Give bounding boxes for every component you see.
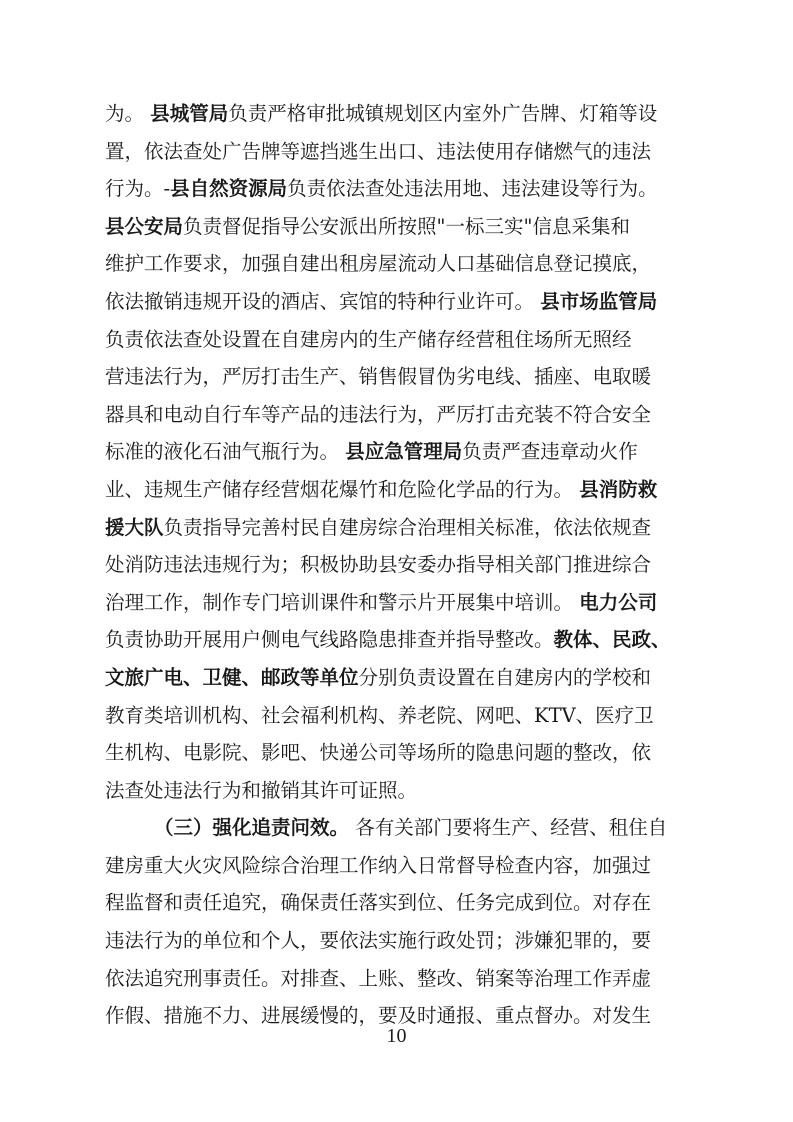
page-number: 10 bbox=[386, 1025, 407, 1047]
text-run: 器具和电动自行车等产品的违法行为，严厉打击充装不符合安全 bbox=[105, 402, 652, 426]
bold-text-run: 电力公司 bbox=[579, 590, 658, 614]
text-line bbox=[105, 170, 688, 208]
text-run: 业、违规生产储存经营烟花爆竹和危险化学品的行为。 bbox=[105, 477, 580, 501]
text-run: 行为。- bbox=[105, 177, 171, 201]
text-line bbox=[105, 922, 688, 960]
text-line bbox=[105, 847, 688, 885]
text-run: 法查处违法行为和撤销其许可证照。 bbox=[105, 778, 418, 802]
text-run: 负责依法查处设置在自建房内的生产储存经营租住场所无照经 bbox=[105, 327, 632, 351]
text-line bbox=[105, 621, 688, 659]
text-line bbox=[105, 659, 688, 697]
text-line bbox=[105, 772, 688, 810]
text-run: 为。 bbox=[105, 102, 151, 125]
text-run: 负责协助开展用户侧电气线路隐患排查并指导整改。 bbox=[105, 628, 554, 652]
text-run: 违法行为的单位和个人，要依法实施行政处罚；涉嫌犯罪的，要 bbox=[105, 929, 652, 953]
text-line bbox=[105, 884, 688, 922]
text-run: 负责指导完善村民自建房综合治理相关标准，依法依规查 bbox=[163, 515, 652, 539]
text-run: 处消防违法违规行为；积极协助县安委办指导相关部门推进综合 bbox=[105, 553, 652, 577]
bold-text-run: （三）强化追责问效。 bbox=[154, 816, 350, 840]
text-run: 治理工作，制作专门培训课件和警示片开展集中培训。 bbox=[105, 590, 580, 614]
text-run: 标准的液化石油气瓶行为。 bbox=[105, 440, 346, 464]
bold-text-run: 县应急管理局 bbox=[345, 440, 463, 464]
text-run: 维护工作要求，加强自建出租房屋流动人口基础信息登记摸底， bbox=[105, 252, 652, 276]
text-line bbox=[105, 697, 688, 735]
text-run: 分别负责设置在自建房内的学校和 bbox=[358, 665, 652, 689]
text-run: 负责依法查处违法用地、违法建设等行为。 bbox=[287, 177, 658, 201]
text-run: 负责严格审批城镇规划区内室外广告牌、灯箱等设 bbox=[228, 102, 658, 125]
text-line bbox=[105, 734, 688, 772]
text-line bbox=[105, 95, 688, 133]
text-run: 依法撤销违规开设的酒店、宾馆的特种行业许可。 bbox=[105, 289, 541, 313]
text-run: 建房重大火灾风险综合治理工作纳入日常督导检查内容，加强过 bbox=[105, 853, 652, 877]
text-run: 营违法行为，严厉打击生产、销售假冒伪劣电线、插座、电取暖 bbox=[105, 365, 652, 389]
bold-text-run: 县自然资源局 bbox=[170, 177, 288, 201]
text-line bbox=[105, 471, 688, 509]
bold-text-run: 文旅广电、卫健、邮政等单位 bbox=[105, 665, 359, 689]
bold-text-run: 县消防救 bbox=[579, 477, 658, 501]
text-line bbox=[105, 245, 688, 283]
text-run: 程监督和责任追究，确保责任落实到位、任务完成到位。对存在 bbox=[105, 891, 652, 915]
text-line bbox=[105, 358, 688, 396]
text-line bbox=[105, 133, 688, 171]
bold-text-run: 县市场监管局 bbox=[540, 289, 658, 313]
text-line bbox=[105, 584, 688, 622]
text-run: 置，依法查处广告牌等遮挡逃生出口、违法使用存储燃气的违法 bbox=[105, 139, 652, 163]
text-run: 各有关部门要将生产、经营、租住自 bbox=[349, 816, 668, 840]
text-line bbox=[105, 396, 688, 434]
text-line bbox=[105, 321, 688, 359]
text-line bbox=[105, 509, 688, 547]
text-line bbox=[105, 809, 688, 847]
text-line bbox=[105, 546, 688, 584]
body-text bbox=[105, 95, 688, 1035]
text-line bbox=[105, 960, 688, 998]
text-line bbox=[105, 208, 688, 246]
text-line bbox=[105, 433, 688, 471]
bold-text-run: 县城管局 bbox=[150, 102, 229, 125]
text-run: 作假、措施不力、进展缓慢的，要及时通报、重点督办。对发生 bbox=[105, 1004, 652, 1028]
text-run: 负责严查违章动火作 bbox=[462, 440, 638, 464]
bold-text-run: 县公安局 bbox=[105, 214, 184, 238]
text-run: 依法追究刑事责任。对排查、上账、整改、销案等治理工作弄虚 bbox=[105, 966, 652, 990]
text-run: 教育类培训机构、社会福利机构、养老院、网吧、KTV、医疗卫 bbox=[105, 703, 654, 727]
bold-text-run: 援大队 bbox=[105, 515, 164, 539]
text-run: 生机构、电影院、影吧、快递公司等场所的隐患问题的整改，依 bbox=[105, 741, 652, 765]
text-run: 负责督促指导公安派出所按照"一标三实"信息采集和 bbox=[183, 214, 630, 238]
bold-text-run: 教体、民政、 bbox=[553, 628, 671, 652]
text-line bbox=[105, 283, 688, 321]
